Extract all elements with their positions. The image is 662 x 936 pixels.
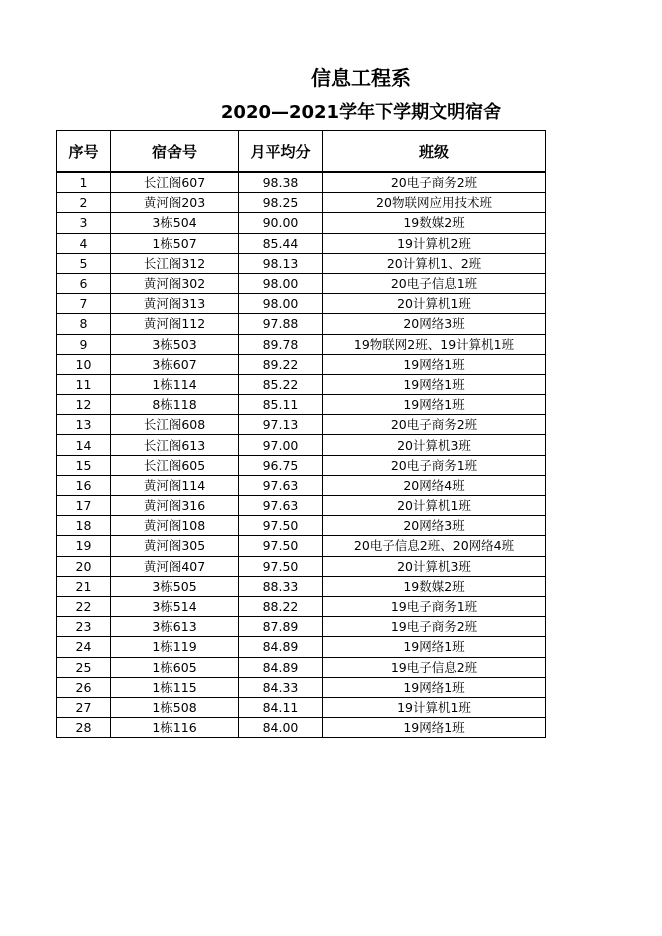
table-row — [57, 637, 546, 657]
cell-index: 8 — [57, 314, 111, 334]
table-row — [57, 294, 546, 314]
cell-class: 19网络1班 — [323, 718, 546, 738]
cell-class: 20电子信息1班 — [323, 273, 546, 293]
cell-index: 10 — [57, 354, 111, 374]
cell-dorm: 1栋508 — [111, 697, 239, 717]
cell-class: 19数媒2班 — [323, 576, 546, 596]
cell-dorm: 3栋504 — [111, 213, 239, 233]
cell-index: 12 — [57, 395, 111, 415]
cell-index: 24 — [57, 637, 111, 657]
cell-class: 19网络1班 — [323, 637, 546, 657]
cell-dorm: 黄河阁114 — [111, 475, 239, 495]
cell-class: 20计算机3班 — [323, 556, 546, 576]
cell-dorm: 长江阁312 — [111, 253, 239, 273]
cell-index: 21 — [57, 576, 111, 596]
cell-class: 19网络1班 — [323, 374, 546, 394]
table-row — [57, 697, 546, 717]
table-row — [57, 172, 546, 193]
cell-dorm: 3栋505 — [111, 576, 239, 596]
cell-class: 20电子信息2班、20网络4班 — [323, 536, 546, 556]
cell-index: 27 — [57, 697, 111, 717]
cell-score: 96.75 — [239, 455, 323, 475]
cell-index: 25 — [57, 657, 111, 677]
cell-dorm: 1栋116 — [111, 718, 239, 738]
cell-class: 19计算机2班 — [323, 233, 546, 253]
cell-score: 97.63 — [239, 496, 323, 516]
cell-score: 98.38 — [239, 172, 323, 193]
header-score: 月平均分 — [239, 131, 323, 173]
table-row — [57, 475, 546, 495]
cell-class: 19计算机1班 — [323, 697, 546, 717]
cell-dorm: 1栋605 — [111, 657, 239, 677]
header-index: 序号 — [57, 131, 111, 173]
table-row — [57, 657, 546, 677]
header-dorm: 宿舍号 — [111, 131, 239, 173]
cell-score: 85.44 — [239, 233, 323, 253]
cell-score: 85.22 — [239, 374, 323, 394]
cell-dorm: 长江阁608 — [111, 415, 239, 435]
cell-class: 20计算机3班 — [323, 435, 546, 455]
cell-class: 20电子商务1班 — [323, 455, 546, 475]
cell-dorm: 黄河阁302 — [111, 273, 239, 293]
cell-dorm: 1栋119 — [111, 637, 239, 657]
cell-class: 20网络3班 — [323, 516, 546, 536]
cell-dorm: 3栋607 — [111, 354, 239, 374]
cell-dorm: 3栋503 — [111, 334, 239, 354]
cell-class: 20电子商务2班 — [323, 415, 546, 435]
cell-dorm: 黄河阁305 — [111, 536, 239, 556]
cell-score: 85.11 — [239, 395, 323, 415]
table-row — [57, 516, 546, 536]
cell-dorm: 黄河阁108 — [111, 516, 239, 536]
cell-score: 84.33 — [239, 677, 323, 697]
cell-class: 19电子商务2班 — [323, 617, 546, 637]
table-row — [57, 374, 546, 394]
cell-dorm: 长江阁607 — [111, 172, 239, 193]
cell-class: 20物联网应用技术班 — [323, 193, 546, 213]
table-row — [57, 213, 546, 233]
cell-index: 9 — [57, 334, 111, 354]
cell-score: 84.00 — [239, 718, 323, 738]
cell-index: 26 — [57, 677, 111, 697]
cell-index: 14 — [57, 435, 111, 455]
cell-class: 20电子商务2班 — [323, 172, 546, 193]
table-row — [57, 233, 546, 253]
table-row — [57, 334, 546, 354]
cell-dorm: 8栋118 — [111, 395, 239, 415]
cell-index: 11 — [57, 374, 111, 394]
cell-class: 19网络1班 — [323, 354, 546, 374]
cell-score: 89.22 — [239, 354, 323, 374]
table-row — [57, 496, 546, 516]
cell-score: 97.13 — [239, 415, 323, 435]
header-class: 班级 — [323, 131, 546, 173]
cell-dorm: 1栋507 — [111, 233, 239, 253]
table-row — [57, 435, 546, 455]
table-row — [57, 455, 546, 475]
cell-index: 28 — [57, 718, 111, 738]
cell-index: 5 — [57, 253, 111, 273]
cell-score: 97.50 — [239, 556, 323, 576]
cell-class: 19物联网2班、19计算机1班 — [323, 334, 546, 354]
cell-class: 20网络3班 — [323, 314, 546, 334]
cell-index: 2 — [57, 193, 111, 213]
cell-score: 97.63 — [239, 475, 323, 495]
header-row — [57, 131, 546, 173]
cell-score: 84.11 — [239, 697, 323, 717]
cell-index: 16 — [57, 475, 111, 495]
cell-score: 97.50 — [239, 536, 323, 556]
table-row — [57, 354, 546, 374]
page-title: 信息工程系 — [311, 66, 411, 90]
cell-dorm: 黄河阁112 — [111, 314, 239, 334]
cell-score: 97.50 — [239, 516, 323, 536]
cell-dorm: 黄河阁316 — [111, 496, 239, 516]
table-row — [57, 193, 546, 213]
dorm-table — [56, 130, 546, 738]
cell-index: 6 — [57, 273, 111, 293]
table-row — [57, 415, 546, 435]
cell-dorm: 黄河阁407 — [111, 556, 239, 576]
cell-index: 23 — [57, 617, 111, 637]
table-row — [57, 273, 546, 293]
table-row — [57, 556, 546, 576]
table-row — [57, 253, 546, 273]
cell-index: 15 — [57, 455, 111, 475]
cell-index: 22 — [57, 596, 111, 616]
cell-class: 20计算机1、2班 — [323, 253, 546, 273]
cell-index: 1 — [57, 172, 111, 193]
table-row — [57, 596, 546, 616]
cell-score: 84.89 — [239, 657, 323, 677]
cell-score: 98.25 — [239, 193, 323, 213]
cell-dorm: 黄河阁313 — [111, 294, 239, 314]
cell-class: 20计算机1班 — [323, 496, 546, 516]
cell-class: 19网络1班 — [323, 677, 546, 697]
cell-index: 20 — [57, 556, 111, 576]
cell-class: 20网络4班 — [323, 475, 546, 495]
table-row — [57, 617, 546, 637]
cell-dorm: 3栋514 — [111, 596, 239, 616]
cell-index: 4 — [57, 233, 111, 253]
cell-index: 19 — [57, 536, 111, 556]
cell-dorm: 1栋115 — [111, 677, 239, 697]
cell-dorm: 3栋613 — [111, 617, 239, 637]
cell-score: 88.22 — [239, 596, 323, 616]
cell-score: 97.88 — [239, 314, 323, 334]
cell-index: 17 — [57, 496, 111, 516]
cell-class: 19电子商务1班 — [323, 596, 546, 616]
cell-score: 98.00 — [239, 294, 323, 314]
cell-class: 19电子信息2班 — [323, 657, 546, 677]
table-row — [57, 536, 546, 556]
table-row — [57, 395, 546, 415]
cell-index: 13 — [57, 415, 111, 435]
table-row — [57, 677, 546, 697]
table-row — [57, 576, 546, 596]
cell-score: 90.00 — [239, 213, 323, 233]
cell-index: 18 — [57, 516, 111, 536]
cell-dorm: 1栋114 — [111, 374, 239, 394]
cell-score: 84.89 — [239, 637, 323, 657]
cell-class: 19网络1班 — [323, 395, 546, 415]
cell-score: 88.33 — [239, 576, 323, 596]
page-subtitle: 2020—2021学年下学期文明宿舍 — [220, 102, 502, 123]
cell-dorm: 长江阁605 — [111, 455, 239, 475]
cell-class: 20计算机1班 — [323, 294, 546, 314]
cell-class: 19数媒2班 — [323, 213, 546, 233]
cell-score: 89.78 — [239, 334, 323, 354]
table-row — [57, 314, 546, 334]
cell-index: 7 — [57, 294, 111, 314]
cell-dorm: 长江阁613 — [111, 435, 239, 455]
cell-score: 98.00 — [239, 273, 323, 293]
cell-dorm: 黄河阁203 — [111, 193, 239, 213]
cell-score: 97.00 — [239, 435, 323, 455]
cell-index: 3 — [57, 213, 111, 233]
table-row — [57, 718, 546, 738]
cell-score: 87.89 — [239, 617, 323, 637]
cell-score: 98.13 — [239, 253, 323, 273]
